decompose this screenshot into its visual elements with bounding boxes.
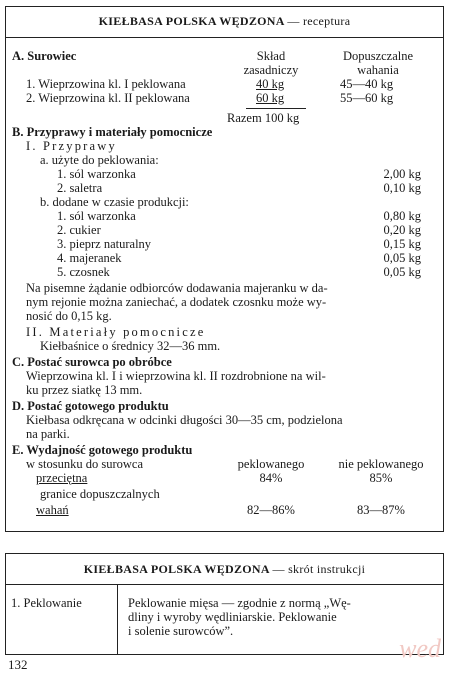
step-text: i solenie surowców”.: [128, 624, 234, 638]
spice-qty: 0,80 kg: [383, 209, 421, 223]
title-divider: [6, 37, 443, 38]
section-d-text: Kiełbasa odkręcana w odcinki długości 30—35 cm, podzielona: [26, 413, 343, 427]
spice-qty: 2,00 kg: [383, 167, 421, 181]
column-divider: [117, 584, 118, 654]
spice-row: 5. czosnek: [57, 265, 110, 279]
yield-basis: w stosunku do surowca: [26, 457, 144, 471]
yield-range-uncured: 83—87%: [357, 503, 405, 517]
instruction-title-divider: [6, 584, 443, 585]
yield-range-label: granice dopuszczalnych: [40, 487, 160, 501]
raw-material-total: Razem 100 kg: [227, 111, 300, 125]
raw-material-row-1: 1. Wieprzowina kl. I peklowana: [26, 77, 186, 91]
yield-average-uncured: 85%: [369, 471, 393, 485]
section-e-heading: E. Wydajność gotowego produktu: [12, 443, 193, 457]
recipe-title: KIEŁBASA POLSKA WĘDZONA — receptura: [98, 14, 351, 28]
spice-row: 1. sól warzonka: [57, 167, 136, 181]
col-head-tolerance: Dopuszczalne: [342, 49, 414, 63]
spice-row: 4. majeranek: [57, 251, 122, 265]
raw-material-row-2: 2. Wieprzowina kl. II peklowana: [26, 91, 190, 105]
spice-row: 3. pieprz naturalny: [57, 237, 152, 251]
spice-row: 1. sól warzonka: [57, 209, 136, 223]
section-a-heading: A. Surowiec: [12, 49, 77, 63]
spice-qty: 0,05 kg: [383, 251, 421, 265]
yield-col-cured: peklowanego: [237, 457, 305, 471]
spice-qty: 0,15 kg: [383, 237, 421, 251]
spice-row: 2. cukier: [57, 223, 101, 237]
casing-spec: Kiełbaśnice o średnicy 32—36 mm.: [40, 339, 221, 353]
curing-spices-label: a. użyte do peklowania:: [40, 153, 159, 167]
raw-material-range-2: 55—60 kg: [340, 91, 394, 105]
step-text: Peklowanie mięsa — zgodnie z normą „Wę-: [128, 596, 351, 610]
recipe-card: [5, 6, 444, 532]
yield-average-cured: 84%: [259, 471, 283, 485]
page-number: 132: [8, 657, 28, 672]
raw-material-amount-2: 60 kg: [256, 91, 285, 105]
spice-row: 2. saletra: [57, 181, 103, 195]
section-d-heading: D. Postać gotowego produktu: [12, 399, 169, 413]
sum-line: [246, 108, 306, 109]
section-c-text: Wieprzowina kl. I i wieprzowina kl. II rozdrobnione na wil-: [26, 369, 326, 383]
yield-range-cured: 82—86%: [247, 503, 295, 517]
section-c-text: ku przez siatkę 13 mm.: [26, 383, 143, 397]
yield-range-label-2: wahań: [36, 503, 69, 517]
yield-average-label: przeciętna: [36, 471, 88, 485]
spice-note: nym rejonie można zaniechać, a dodatek czosnku może wy-: [26, 295, 327, 309]
watermark: wed: [399, 634, 441, 663]
spice-qty: 0,10 kg: [383, 181, 421, 195]
raw-material-amount-1: 40 kg: [256, 77, 285, 91]
instruction-title: KIEŁBASA POLSKA WĘDZONA — skrót instrukcji: [83, 562, 366, 576]
production-spices-label: b. dodane w czasie produkcji:: [40, 195, 189, 209]
spice-note: Na pisemne żądanie odbiorców dodawania majeranku w da-: [26, 281, 328, 295]
yield-col-uncured: nie peklowanego: [338, 457, 424, 471]
section-c-heading: C. Postać surowca po obróbce: [12, 355, 172, 369]
step-text: dliny i wyroby wędliniarskie. Peklowanie: [128, 610, 337, 624]
col-head-basic-2: zasadniczy: [243, 63, 299, 77]
spice-qty: 0,05 kg: [383, 265, 421, 279]
spice-qty: 0,20 kg: [383, 223, 421, 237]
spices-subheading: I. Przyprawy: [26, 139, 117, 153]
section-d-text: na parki.: [26, 427, 70, 441]
section-b-heading: B. Przyprawy i materiały pomocnicze: [12, 125, 213, 139]
col-head-basic: Skład: [256, 49, 286, 63]
col-head-tolerance-2: wahania: [357, 63, 399, 77]
instruction-card: [5, 553, 444, 663]
step-label: 1. Peklowanie: [11, 596, 82, 610]
spice-note: nosić do 0,15 kg.: [26, 309, 112, 323]
raw-material-range-1: 45—40 kg: [340, 77, 394, 91]
auxiliary-materials-subheading: II. Materiały pomocnicze: [26, 325, 206, 339]
